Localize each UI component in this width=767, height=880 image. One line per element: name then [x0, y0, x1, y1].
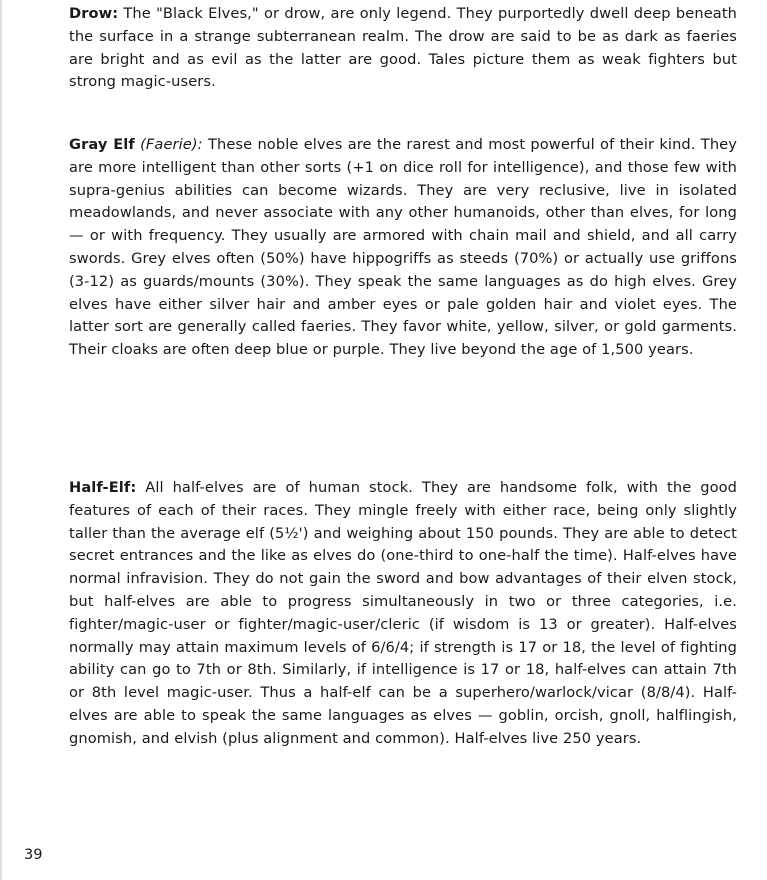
- entry-drow: [69, 3, 737, 94]
- entry-half-elf-text: All half-elves are of human stock. They are handsome folk, with the good features of each of their races. They mingle freely with either race, being only slightly taller than the average elf (5½') and weighing about 150 pounds. They are able to detect secret entrances and the like as elves do (one-third to one-half the time). Half-elves have normal infravision. They do not gain the sword and bow advantages of their elven stock, but half-elves are able to progress simultaneously in two or three categories, i.e. fighter/magic-user or fighter/magic-user/cleric (if wisdom is 13 or greater). Half-elves normally may attain maximum levels of 6/6/4; if strength is 17 or 18, the level of fighting ability can go to 7th or 8th. Similarly, if intelligence is 17 or 18, half-elves can attain 7th or 8th level magic-user. Thus a half-elf can be a superhero/warlock/vicar (8/8/4). Half-elves are able to speak the same languages as elves — goblin, orcish, gnoll, halflingish, gnomish, and elvish (plus alignment and common). Half-elves live 250 years.: [69, 479, 737, 747]
- entry-drow-name: Drow:: [69, 5, 119, 22]
- entry-drow-text: The "Black Elves," or drow, are only legend. They purportedly dwell deep beneath the surface in a strange subterranean realm. The drow are said to be as dark as faeries are bright and as evil as the latter are good. Tales picture them as weak fighters but strong magic-users.: [69, 5, 737, 91]
- entry-half-elf-name: Half-Elf:: [69, 479, 137, 496]
- entry-half-elf: [69, 477, 737, 751]
- page-number: 39: [24, 846, 43, 863]
- entry-gray-elf-text: These noble elves are the rarest and most powerful of their kind. They are more intelligent than other sorts (+1 on dice roll for intelligence), and those few with supra-genius abilities can become wizards. They are very reclusive, live in isolated meadowlands, and never associate with any other humanoids, other than elves, for long — or with frequency. They usually are armored with chain mail and shield, and all carry swords. Grey elves often (50%) have hippogriffs as steeds (70%) or actually use griffons (3-12) as guards/mounts (30%). They speak the same languages as do high elves. Grey elves have either silver hair and amber eyes or pale golden hair and violet eyes. The latter sort are generally called faeries. They favor white, yellow, silver, or gold garments. Their cloaks are often deep blue or purple. They live beyond the age of 1,500 years.: [69, 136, 737, 359]
- page-edge-shadow: [0, 0, 3, 880]
- entry-gray-elf-alt-name: (Faerie):: [140, 136, 203, 153]
- entry-gray-elf-name: Gray Elf: [69, 136, 135, 153]
- entry-gray-elf: [69, 134, 737, 362]
